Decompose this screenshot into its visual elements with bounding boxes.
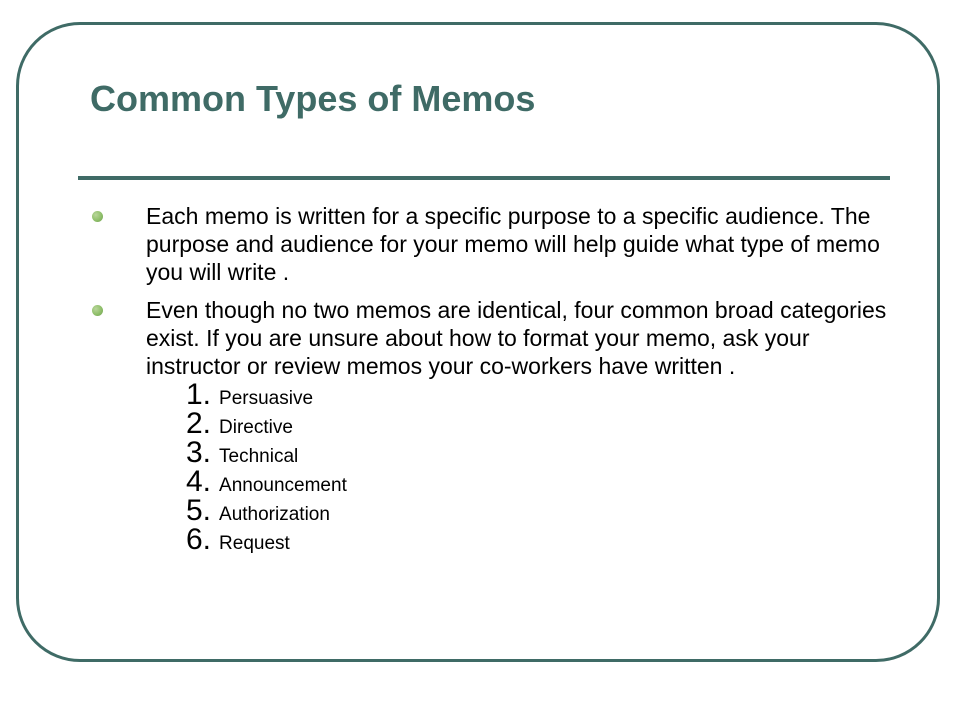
bullet-text: Each memo is written for a specific purpose to a specific audience. The purpose and audience for your memo will help guide what type of memo you will write . xyxy=(146,203,880,285)
list-number: 5. xyxy=(186,494,212,527)
list-item xyxy=(186,380,890,409)
list-label: Persuasive xyxy=(219,388,314,409)
list-item xyxy=(186,409,890,438)
list-number: 1. xyxy=(186,378,212,411)
bullet-item xyxy=(90,296,890,554)
list-label: Directive xyxy=(219,417,293,438)
list-number: 2. xyxy=(186,407,212,440)
list-item xyxy=(186,525,890,554)
list-label: Announcement xyxy=(219,475,347,496)
list-item xyxy=(186,438,890,467)
list-label: Technical xyxy=(219,446,299,467)
list-number: 3. xyxy=(186,436,212,469)
list-number: 6. xyxy=(186,523,212,556)
bullet-icon xyxy=(92,305,103,316)
bullet-text: Even though no two memos are identical, four common broad categories exist. If you are unsure about how to format your memo, ask your instructor or review memos your co-workers have written . xyxy=(146,297,887,379)
title-divider xyxy=(78,176,890,180)
slide-title: Common Types of Memos xyxy=(90,78,536,119)
bullet-icon xyxy=(92,211,103,222)
list-label: Request xyxy=(219,533,290,554)
list-number: 4. xyxy=(186,465,212,498)
bullet-item xyxy=(90,202,890,286)
slide-content xyxy=(90,202,890,564)
list-item xyxy=(186,496,890,525)
list-label: Authorization xyxy=(219,504,330,525)
list-item xyxy=(186,467,890,496)
memo-types-list xyxy=(146,380,890,554)
